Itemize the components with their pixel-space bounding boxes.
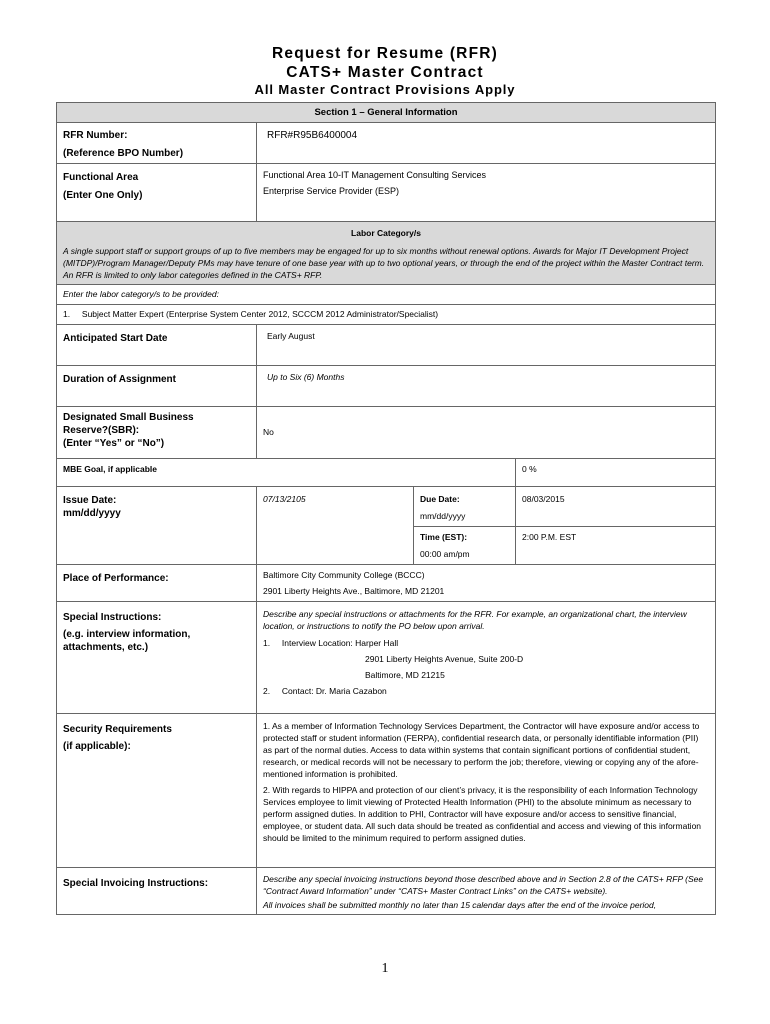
functional-area-label-line1: Functional Area (63, 172, 139, 183)
invoicing-label: Special Invoicing Instructions: (57, 868, 257, 915)
functional-area-value (257, 164, 716, 222)
due-date-label-text: Due Date: (420, 494, 460, 504)
place-line-2: 2901 Liberty Heights Ave., Baltimore, MD 21201 (263, 586, 445, 596)
functional-area-label-line2: (Enter One Only) (63, 190, 143, 201)
labor-category-prompt: Enter the labor category/s to be provided: (57, 285, 716, 305)
issue-date-label (57, 487, 257, 565)
special-item2-number: 2. (263, 686, 271, 696)
sbr-label-line2: Reserve?(SBR): (63, 425, 140, 436)
sbr-label (57, 407, 257, 459)
page-number: 1 (381, 961, 389, 976)
duration-value: Up to Six (6) Months (257, 366, 716, 407)
labor-category-note: A single support staff or support groups of up to five members may be engaged for up to six months without renewal options. Awards for Major IT Development Project (MITDP)/Program Manager/Deputy PMs may have tenure of one base year with up to two optional years, or through the end of the project within the Master Contract term. An RFR is limited to only labor categories defined in the CATS+ RFP. (63, 246, 705, 280)
labor-item-text: Subject Matter Expert (Enterprise System Center 2012, SCCCM 2012 Administrator/Specialist) (81, 309, 439, 319)
invoicing-value (257, 868, 716, 915)
due-date-value: 08/03/2015 (516, 487, 716, 527)
labor-category-item (57, 305, 716, 325)
start-date-label: Anticipated Start Date (57, 325, 257, 366)
title-line-2: CATS+ Master Contract (286, 64, 484, 81)
functional-area-value-line1: Functional Area 10-IT Management Consulting Services (263, 170, 486, 180)
rfr-number-value: RFR#R95B6400004 (257, 123, 716, 164)
due-date-label (414, 487, 516, 527)
sbr-label-line1: Designated Small Business (63, 412, 194, 423)
security-label-line1: Security Requirements (63, 724, 172, 735)
mbe-goal-value: 0 % (516, 459, 716, 487)
place-label: Place of Performance: (57, 565, 257, 602)
rfr-number-label-line2: (Reference BPO Number) (63, 148, 184, 159)
issue-date-label-line2: mm/dd/yyyy (63, 508, 121, 519)
labor-category-section (57, 222, 716, 285)
interview-address-line-2: Baltimore, MD 21215 (365, 670, 445, 680)
time-value: 2:00 P.M. EST (516, 527, 716, 565)
special-instructions-desc: Describe any special instructions or attachments for the RFR. For example, an organizational chart, the interview location, or instructions to notify the PO below upon arrival. (263, 609, 687, 631)
section-1-header: Section 1 – General Information (57, 103, 716, 123)
mbe-goal-label: MBE Goal, if applicable (57, 459, 516, 487)
due-date-format: mm/dd/yyyy (420, 511, 466, 521)
security-requirements-value (257, 714, 716, 868)
sbr-value: No (257, 407, 716, 459)
functional-area-value-line2: Enterprise Service Provider (ESP) (263, 186, 400, 196)
time-label (414, 527, 516, 565)
place-value (257, 565, 716, 602)
security-paragraph-1: 1. As a member of Information Technology Services Department, the Contractor will have exposure and/or access to protected staff or student information (FERPA), confidential research data, or personally identifiable information (PII) as part of the normal duties. Access to data within systems that contain significant portions of confidential student, research, or medical records will not be necessary to perform the job; therefore, viewing or copying any of the afore-mentioned information is prohibited. (263, 721, 700, 779)
start-date-value: Early August (257, 325, 716, 366)
security-label-line2: (if applicable): (63, 741, 131, 752)
special-instructions-label (57, 602, 257, 714)
labor-category-header: Labor Category/s (351, 228, 421, 238)
title-line-3: All Master Contract Provisions Apply (254, 82, 516, 97)
security-paragraph-2: 2. With regards to HIPPA and protection of our client’s privacy, it is the responsibility of each Information Technology Services employee to limit viewing of Protected Health Information (PHI) to the absolute minimum as necessary to perform assigned duties. In addition to PHI, Contractor will have exposure and/or access to sensitive financial, employee, or student data. All such data should be treated as confidential and access and viewing of this information should be limited to the minimum required to perform assigned duties. (263, 785, 702, 843)
time-format: 00:00 am/pm (420, 549, 470, 559)
special-instructions-label-line1: Special Instructions: (63, 612, 162, 623)
invoicing-line-1: Describe any special invoicing instructions beyond those described above and in Section 2.8 of the CATS+ RFP (See “Contract Award Information” under “CATS+ Master Contract Links” on the CATS+ website). (263, 874, 704, 896)
title-line-1: Request for Resume (RFR) (271, 45, 499, 62)
rfr-number-label (57, 123, 257, 164)
functional-area-label (57, 164, 257, 222)
sbr-label-line3: (Enter “Yes” or “No”) (63, 438, 165, 449)
special-instructions-value (257, 602, 716, 714)
issue-date-value: 07/13/2105 (257, 487, 414, 565)
document-title (0, 44, 770, 98)
rfr-form-table (56, 102, 716, 915)
rfr-number-label-line1: RFR Number: (63, 130, 128, 141)
special-item1-text: Interview Location: Harper Hall (281, 638, 399, 648)
special-item1-number: 1. (263, 638, 271, 648)
time-label-text: Time (EST): (420, 532, 468, 542)
labor-item-number: 1. (63, 309, 71, 319)
security-requirements-label (57, 714, 257, 868)
special-instructions-label-line3: attachments, etc.) (63, 642, 149, 653)
place-line-1: Baltimore City Community College (BCCC) (263, 570, 425, 580)
interview-address-line-1: 2901 Liberty Heights Avenue, Suite 200-D (365, 654, 524, 664)
issue-date-label-line1: Issue Date: (63, 495, 117, 506)
duration-label: Duration of Assignment (57, 366, 257, 407)
special-instructions-label-line2: (e.g. interview information, (63, 629, 191, 640)
special-item2-text: Contact: Dr. Maria Cazabon (281, 686, 387, 696)
invoicing-line-2: All invoices shall be submitted monthly no later than 15 calendar days after the end of the invoice period, (263, 900, 657, 910)
